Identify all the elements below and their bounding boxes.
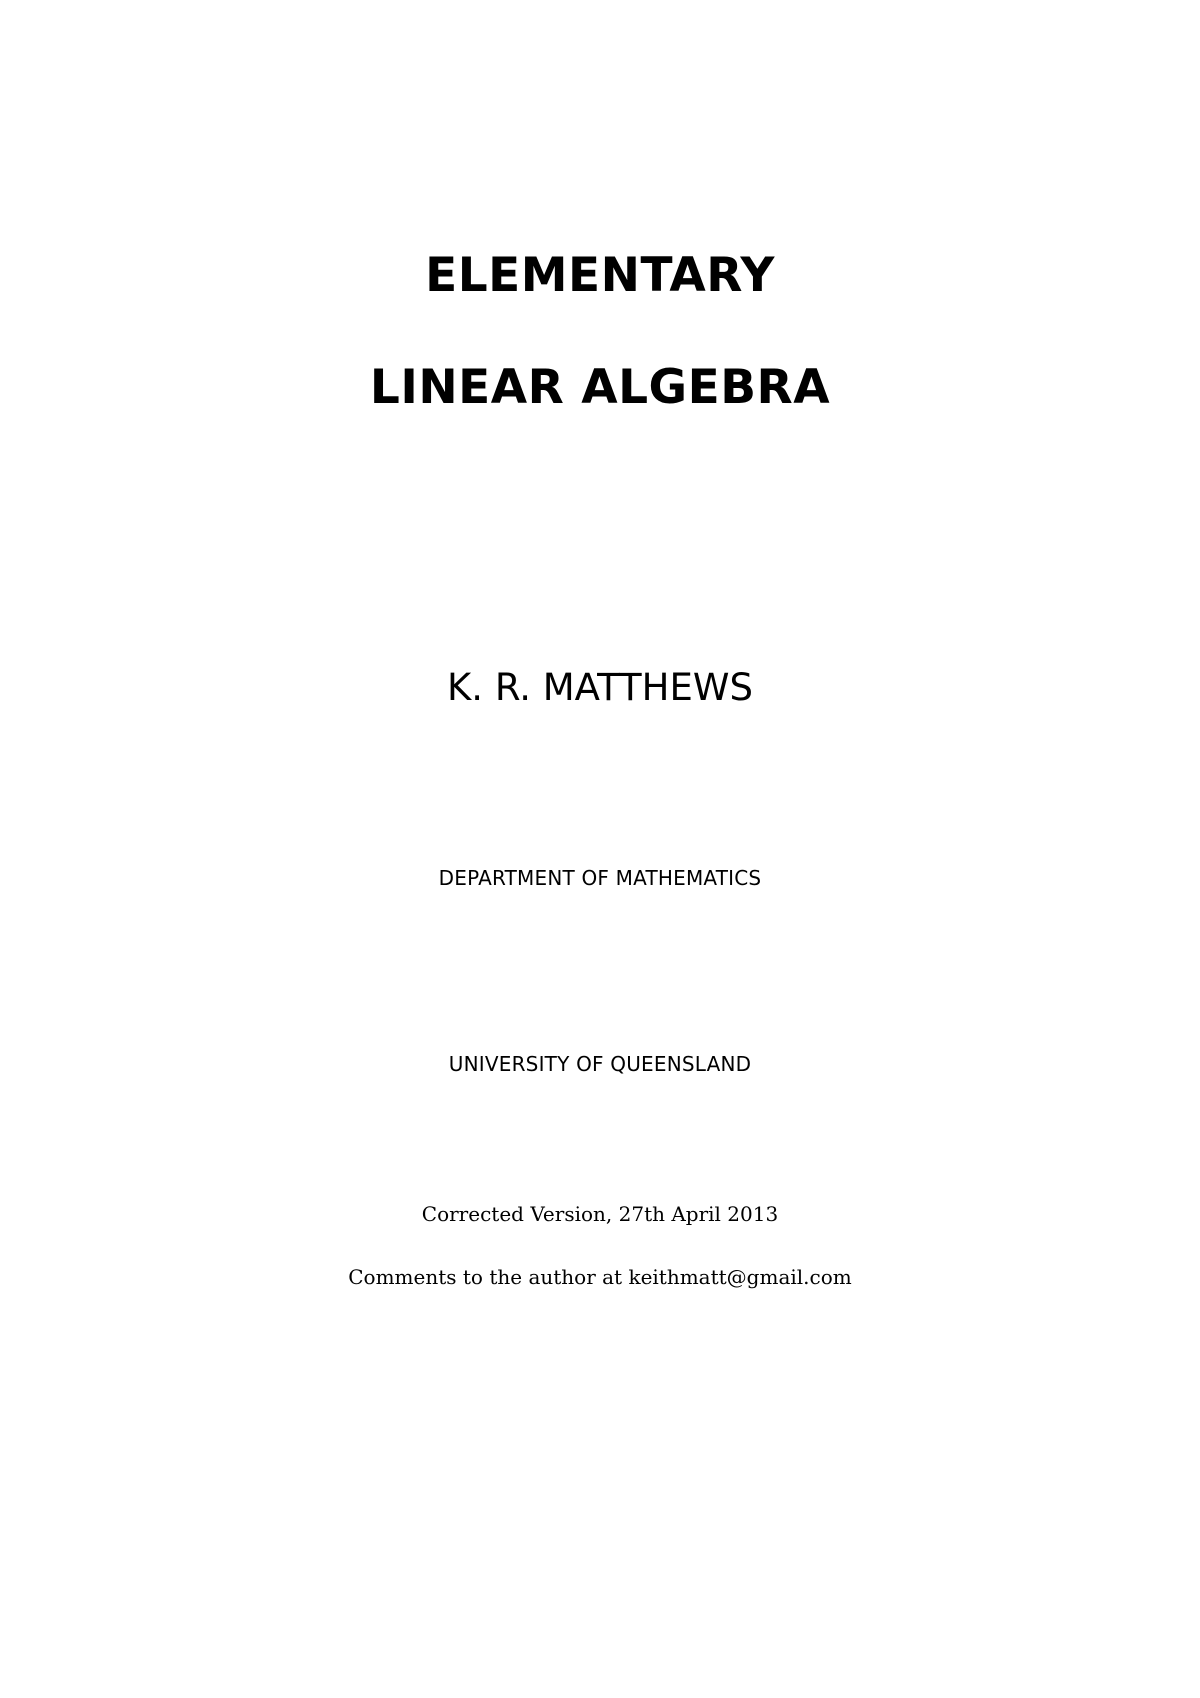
author-name: K. R. MATTHEWS xyxy=(447,666,753,709)
book-title-line-1: ELEMENTARY xyxy=(425,248,775,303)
university-name: UNIVERSITY OF QUEENSLAND xyxy=(448,1052,752,1076)
contact-note: Comments to the author at keithmatt@gmail.com xyxy=(348,1265,852,1289)
version-note: Corrected Version, 27th April 2013 xyxy=(421,1202,779,1226)
department-name: DEPARTMENT OF MATHEMATICS xyxy=(438,866,762,890)
book-title-line-2: LINEAR ALGEBRA xyxy=(369,360,831,415)
